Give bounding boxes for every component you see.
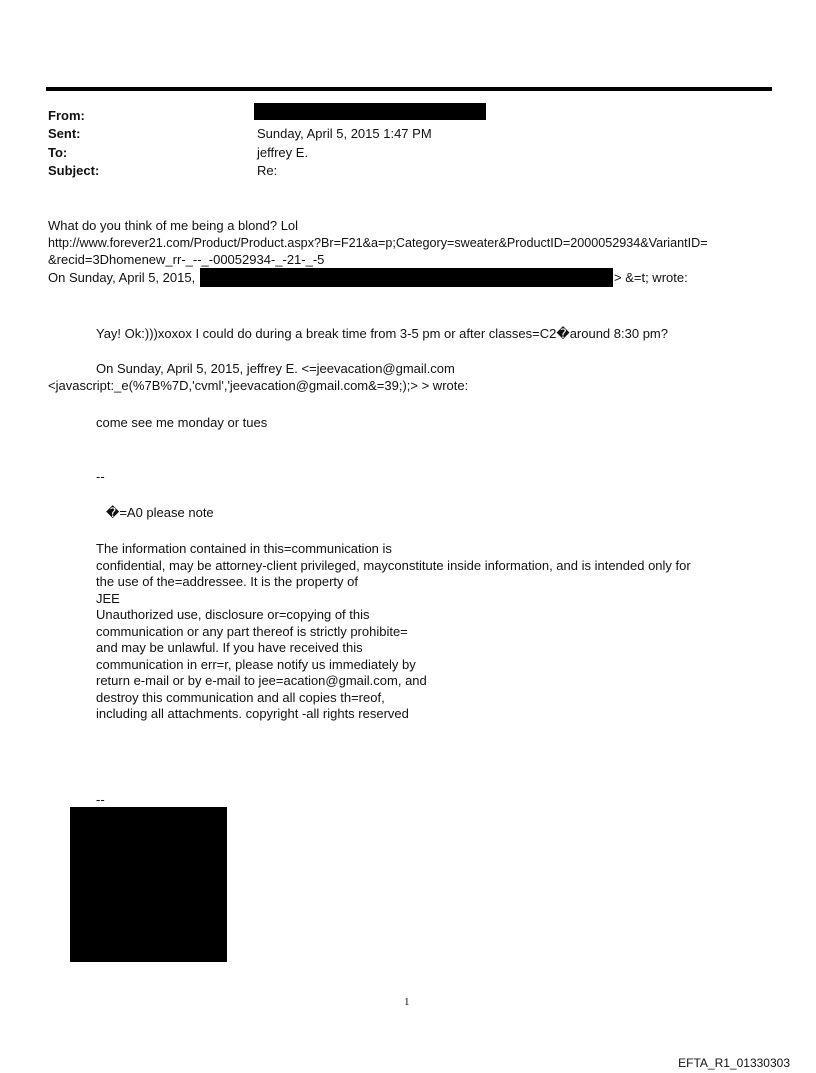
disclaimer-line: including all attachments. copyright -all rights reserved	[96, 706, 409, 721]
disclaimer-line: JEE	[96, 590, 120, 606]
reply-line-1: Yay! Ok:)))xoxox I could do during a break time from 3-5 pm or after classes=C2�around 8:30 pm?	[96, 326, 668, 341]
disclaimer-line: confidential, may be attorney-client privileged, mayconstitute inside information, and is intended only for	[96, 557, 691, 573]
to-value: jeffrey E.	[257, 145, 309, 160]
to-label: To:	[48, 145, 68, 160]
disclaimer-line: The information contained in this=communication is	[96, 541, 392, 556]
page-number: 1	[404, 996, 410, 1008]
disclaimer-line: communication in err=r, please notify us immediately by	[96, 656, 416, 672]
quote-line-2: <javascript:_e(%7B%7D,'cvml','jeevacation@gmail.com&=39;);> > wrote:	[48, 378, 469, 393]
redacted-from-address	[254, 103, 486, 120]
disclaimer-line: destroy this communication and all copies th=reof,	[96, 689, 385, 705]
sent-value: Sunday, April 5, 2015 1:47 PM	[257, 126, 432, 141]
please-note: �=A0 please note	[106, 505, 214, 520]
from-label: From:	[48, 108, 85, 123]
redacted-sender	[200, 268, 613, 287]
document-id: EFTA_R1_01330303	[678, 1056, 790, 1070]
quote-line-1: On Sunday, April 5, 2015, jeffrey E. <=jeevacation@gmail.com	[96, 361, 455, 376]
body-line-3: &recid=3Dhomenew_rr-_--_-00052934-_-21-_-5	[48, 252, 325, 267]
disclaimer-line: and may be unlawful. If you have received this	[96, 640, 363, 655]
body-line-4-prefix: On Sunday, April 5, 2015,	[48, 270, 196, 285]
body-line-4-suffix: > &=t; wrote:	[614, 270, 688, 285]
confidentiality-disclaimer	[96, 541, 776, 723]
sent-label: Sent:	[48, 126, 81, 141]
reply-line-2: come see me monday or tues	[96, 415, 268, 430]
disclaimer-line: the use of the=addressee. It is the property of	[96, 574, 358, 589]
body-line-1: What do you think of me being a blond? Lol	[48, 218, 299, 233]
signature-separator: --	[96, 469, 105, 484]
signature-separator-2: --	[96, 792, 105, 807]
product-link[interactable]: http://www.forever21.com/Product/Product.aspx?Br=F21&a=p;Category=sweater&ProductID=2000052934&VariantID=	[48, 236, 708, 250]
disclaimer-line: return e-mail or by e-mail to jee=acation@gmail.com, and	[96, 673, 427, 688]
subject-value: Re:	[257, 163, 278, 178]
disclaimer-line: communication or any part thereof is strictly prohibite=	[96, 623, 408, 639]
disclaimer-line: Unauthorized use, disclosure or=copying of this	[96, 607, 370, 622]
subject-label: Subject:	[48, 163, 100, 178]
header-rule	[46, 87, 772, 91]
redacted-signature-block	[70, 807, 227, 962]
